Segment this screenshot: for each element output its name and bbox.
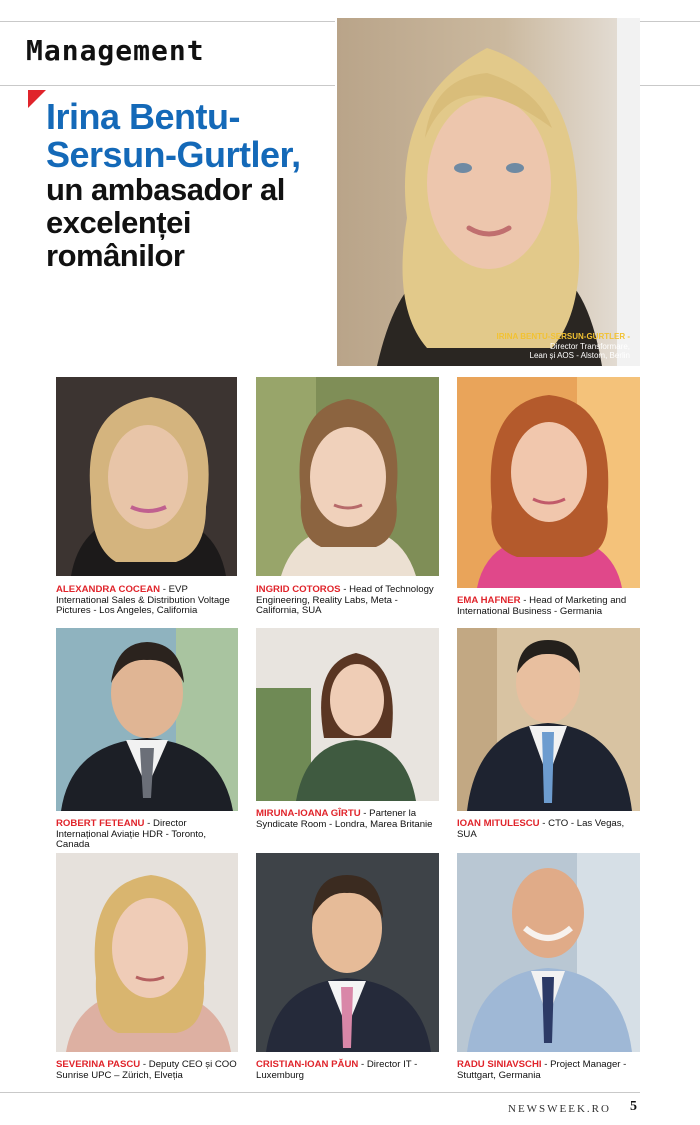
portrait-ioan-mitulescu [457,628,640,811]
portrait-robert-feteanu [56,628,238,811]
red-corner-accent [28,90,46,108]
portrait-severina-pascu [56,853,238,1052]
hero-credit-role-line1: Director Transformare, [549,341,630,351]
caption-miruna-ioana-girtu [256,809,440,830]
person-desc: - Head of Technology Engineering, Reality Labs, Meta - California, SUA [256,584,434,617]
portrait-cristian-ioan-paun [256,853,439,1052]
person-desc: - Partener la Syndicate Room - Londra, Marea Britanie [256,808,433,830]
caption-alexandra-cocean [56,585,238,617]
header-rule-left [0,85,335,86]
caption-radu-siniavschi [457,1060,641,1081]
hero-photo-credit [497,332,630,360]
footer-site: NEWSWEEK.RO [508,1103,611,1115]
portrait-alexandra-cocean [56,377,237,576]
page-number: 5 [630,1099,637,1114]
caption-ingrid-cotoros [256,585,440,617]
portrait-radu-siniavschi [457,853,640,1052]
portrait-ema-hafner [457,377,640,588]
caption-ioan-mitulescu [457,819,641,840]
hero-portrait-illustration [337,18,640,366]
person-name: RADU SINIAVSCHI [457,1059,542,1070]
person-desc: - CTO - Las Vegas, SUA [457,818,625,840]
person-name: CRISTIAN-IOAN PĂUN [256,1059,359,1070]
person-desc: - EVP International Sales & Distribution Voltage Pictures - Los Angeles, California [56,584,230,617]
person-name: EMA HAFNER [457,595,521,606]
portrait-ingrid-cotoros [256,377,439,576]
caption-robert-feteanu [56,819,239,851]
person-name: SEVERINA PASCU [56,1059,141,1070]
person-desc: - Head of Marketing and International Business - Germania [457,595,627,617]
hero-credit-role-line2: Lean și AOS - Alstom, Berlin [529,350,630,360]
headline-name: Irina Bentu-Sersun-Gurtler, [46,96,301,176]
portrait-miruna-ioana-girtu [256,628,439,801]
person-name: MIRUNA-IOANA GÎRTU [256,808,361,819]
caption-severina-pascu [56,1060,239,1081]
headline [46,98,336,273]
person-desc: - Director Internațional Aviație HDR - Toronto, Canada [56,818,207,851]
header-rule-right [640,85,700,86]
top-rule-right [640,21,700,22]
footer-rule [0,1092,640,1093]
hero-photo [337,18,640,366]
caption-cristian-ioan-paun [256,1060,440,1081]
person-desc: - Project Manager - Stuttgart, Germania [457,1059,627,1081]
person-desc: - Deputy CEO și COO Sunrise UPC – Zürich, Elveția [56,1059,237,1081]
person-name: ALEXANDRA COCEAN [56,584,161,595]
person-name: INGRID COTOROS [256,584,341,595]
person-name: IOAN MITULESCU [457,818,540,829]
hero-credit-name: IRINA BENTU-SERSUN-GURTLER - [496,332,630,342]
section-title: Management [26,34,205,67]
headline-subtitle: un ambasador al excelenței românilor [46,172,285,274]
top-rule-left [0,21,335,22]
person-desc: - Director IT - Luxemburg [256,1059,418,1081]
person-name: ROBERT FETEANU [56,818,145,829]
caption-ema-hafner [457,596,641,617]
